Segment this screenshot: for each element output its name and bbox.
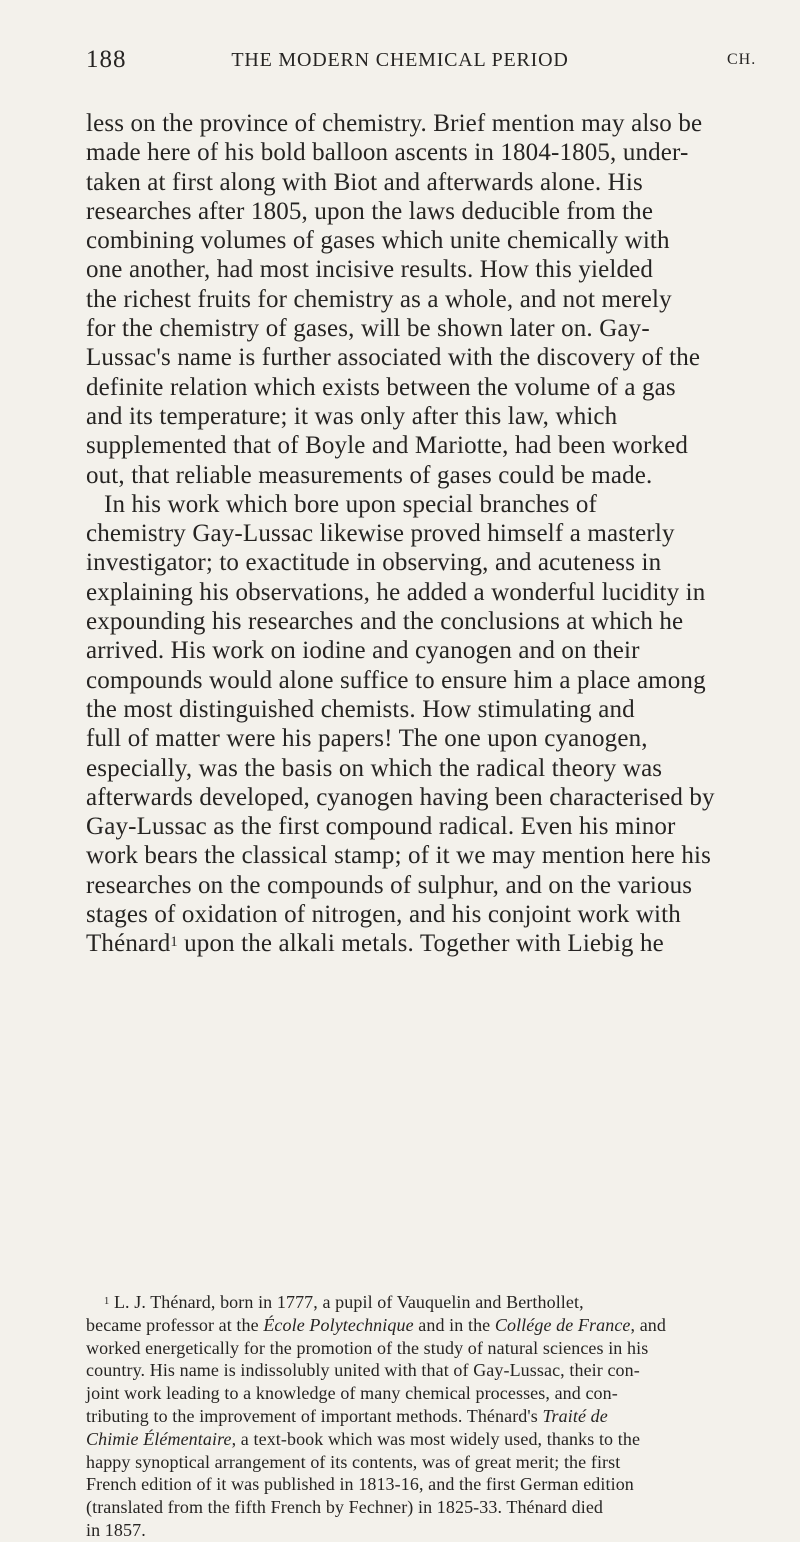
text-line: arrived. His work on iodine and cyanogen and on their bbox=[86, 637, 640, 665]
footnote-line: joint work leading to a knowledge of many chemical processes, and con- bbox=[86, 1383, 618, 1404]
footnote-text: L. J. Thénard, born in 1777, a pupil of Vauquelin and Berthollet, bbox=[113, 1292, 584, 1312]
chapter-abbreviation: CH. bbox=[727, 51, 757, 68]
text-line: one another, had most incisive results. How this yielded bbox=[86, 256, 654, 284]
text-line: researches after 1805, upon the laws deducible from the bbox=[86, 197, 654, 225]
footnote-italic-text: École Polytechnique bbox=[263, 1314, 414, 1335]
footnote-italic-text: Chimie Élémentaire bbox=[86, 1428, 232, 1449]
text-line: compounds would alone suffice to ensure him a place among bbox=[86, 666, 706, 694]
footnote-text: , and bbox=[630, 1314, 667, 1335]
footnote-line bbox=[86, 1428, 796, 1451]
text-line: chemistry Gay-Lussac likewise proved himself a masterly bbox=[86, 520, 675, 548]
footnote-line: (translated from the fifth French by Fechner) in 1825-33. Thénard died bbox=[86, 1497, 604, 1518]
footnote-line: worked energetically for the promotion of the study of natural sciences in his bbox=[86, 1337, 649, 1358]
footnote-line: country. His name is indissolubly united with that of Gay-Lussac, their con- bbox=[86, 1360, 640, 1381]
running-head bbox=[0, 0, 800, 72]
footnote-line: happy synoptical arrangement of its contents, was of great merit; the first bbox=[86, 1451, 621, 1472]
footnote-marker: 1 bbox=[104, 1296, 110, 1308]
footnote-text: and in the bbox=[413, 1314, 495, 1335]
footnote-text: became professor at the bbox=[86, 1314, 264, 1335]
footnote-italic-text: Traité de bbox=[542, 1405, 608, 1426]
footnote-text: tributing to the improvement of important methods. Thénard's bbox=[86, 1405, 543, 1426]
text-line: work bears the classical stamp; of it we may mention here his bbox=[86, 842, 711, 870]
text-line: investigator; to exactitude in observing, and acuteness in bbox=[86, 549, 662, 577]
text-line: afterwards developed, cyanogen having been characterised by bbox=[86, 783, 715, 811]
text-line: made here of his bold balloon ascents in 1804-1805, under- bbox=[86, 139, 689, 167]
page-number: 188 bbox=[86, 46, 127, 73]
text-line: the richest fruits for chemistry as a whole, and not merely bbox=[86, 285, 672, 313]
text-line: full of matter were his papers! The one upon cyanogen, bbox=[86, 725, 648, 753]
paragraph-start-line: In his work which bore upon special branches of bbox=[104, 490, 598, 518]
footnote-text: , a text-book which was most widely used, thanks to the bbox=[231, 1428, 641, 1449]
footnote bbox=[86, 1291, 796, 1542]
text-line: expounding his researches and the conclusions at which he bbox=[86, 608, 684, 636]
text-line: for the chemistry of gases, will be shown later on. Gay- bbox=[86, 315, 650, 343]
footnote-reference: 1 bbox=[170, 934, 178, 951]
text-line: combining volumes of gases which unite chemically with bbox=[86, 227, 670, 255]
text-line: Gay-Lussac as the first compound radical. Even his minor bbox=[86, 813, 676, 841]
thenard-name: Thénard bbox=[86, 930, 171, 958]
text-line-continuation: upon the alkali metals. Together with Liebig he bbox=[184, 930, 664, 958]
text-line: out, that reliable measurements of gases could be made. bbox=[86, 461, 653, 489]
footnote-italic-text: Collége de France bbox=[494, 1314, 631, 1335]
text-line: and its temperature; it was only after this law, which bbox=[86, 402, 618, 430]
text-line: stages of oxidation of nitrogen, and his conjoint work with bbox=[86, 901, 681, 929]
footnote-line: in 1857. bbox=[86, 1519, 146, 1540]
text-line: supplemented that of Boyle and Mariotte, had been worked bbox=[86, 432, 688, 460]
footnote-line bbox=[86, 1314, 796, 1337]
footnote-line bbox=[86, 1291, 796, 1314]
text-line: researches on the compounds of sulphur, and on the various bbox=[86, 871, 693, 899]
text-line: especially, was the basis on which the radical theory was bbox=[86, 754, 663, 782]
main-text bbox=[86, 109, 796, 959]
text-line: explaining his observations, he added a wonderful lucidity in bbox=[86, 578, 706, 606]
text-line: less on the province of chemistry. Brief mention may also be bbox=[86, 110, 703, 137]
footnote-line bbox=[86, 1405, 796, 1428]
text-line: definite relation which exists between the volume of a gas bbox=[86, 373, 676, 401]
running-title: THE MODERN CHEMICAL PERIOD bbox=[231, 49, 569, 71]
text-line: taken at first along with Biot and afterwards alone. His bbox=[86, 168, 643, 196]
text-line-with-footnote bbox=[86, 929, 796, 958]
text-line: Lussac's name is further associated with the discovery of the bbox=[86, 344, 701, 372]
footnote-line: French edition of it was published in 1813-16, and the first German edition bbox=[86, 1474, 634, 1495]
text-line: the most distinguished chemists. How stimulating and bbox=[86, 695, 635, 723]
